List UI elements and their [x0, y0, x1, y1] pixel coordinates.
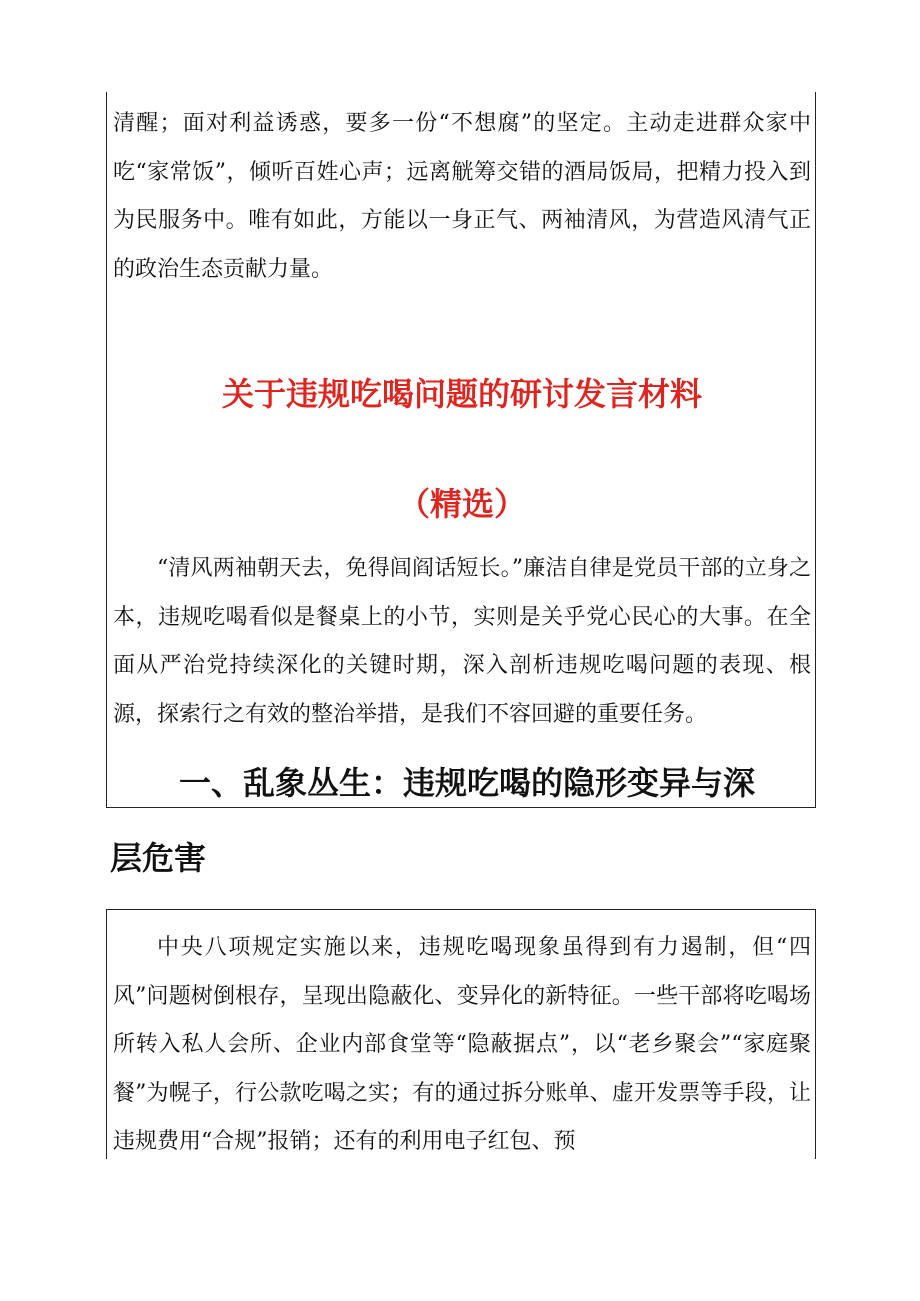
continuation-paragraph: 清醒；面对利益诱惑，要多一份“不想腐”的坚定。主动走进群众家中吃“家常饭”，倾听百姓心声；远离觥筹交错的酒局饭局，把精力投入到为民服务中。唯有如此，方能以一身正气、两袖清风，为营造风清气正的政治生态贡献力量。 — [113, 111, 811, 282]
text-frame-bottom — [106, 909, 816, 1159]
body-paragraph: 中央八项规定实施以来，违规吃喝现象虽得到有力遏制，但“四风”问题树倒根存，呈现出隐蔽化、变异化的新特征。一些干部将吃喝场所转入私人会所、企业内部食堂等“隐蔽据点”，以“老乡聚会”“家庭聚餐”为幌子，行公款吃喝之实；有的通过拆分账单、虚开发票等手段，让违规费用“合规”报销；还有的利用电子红包、预 — [113, 935, 811, 1154]
intro-paragraph: “清风两袖朝天去，免得闾阎话短长。”廉洁自律是党员干部的立身之本，违规吃喝看似是餐桌上的小节，实则是关乎党心民心的大事。在全面从严治党持续深化的关键时期，深入剖析违规吃喝问题的表现、根源，探索行之有效的整治举措，是我们不容回避的重要任务。 — [113, 556, 811, 727]
section-heading-part2: 层危害 — [110, 839, 207, 877]
document-subtitle: （精选） — [397, 485, 526, 523]
document-title: 关于违规吃喝问题的研讨发言材料 — [221, 375, 702, 413]
section-heading-part1: 一、乱象丛生：违规吃喝的隐形变异与深 — [179, 764, 756, 802]
text-frame-top — [106, 92, 816, 808]
